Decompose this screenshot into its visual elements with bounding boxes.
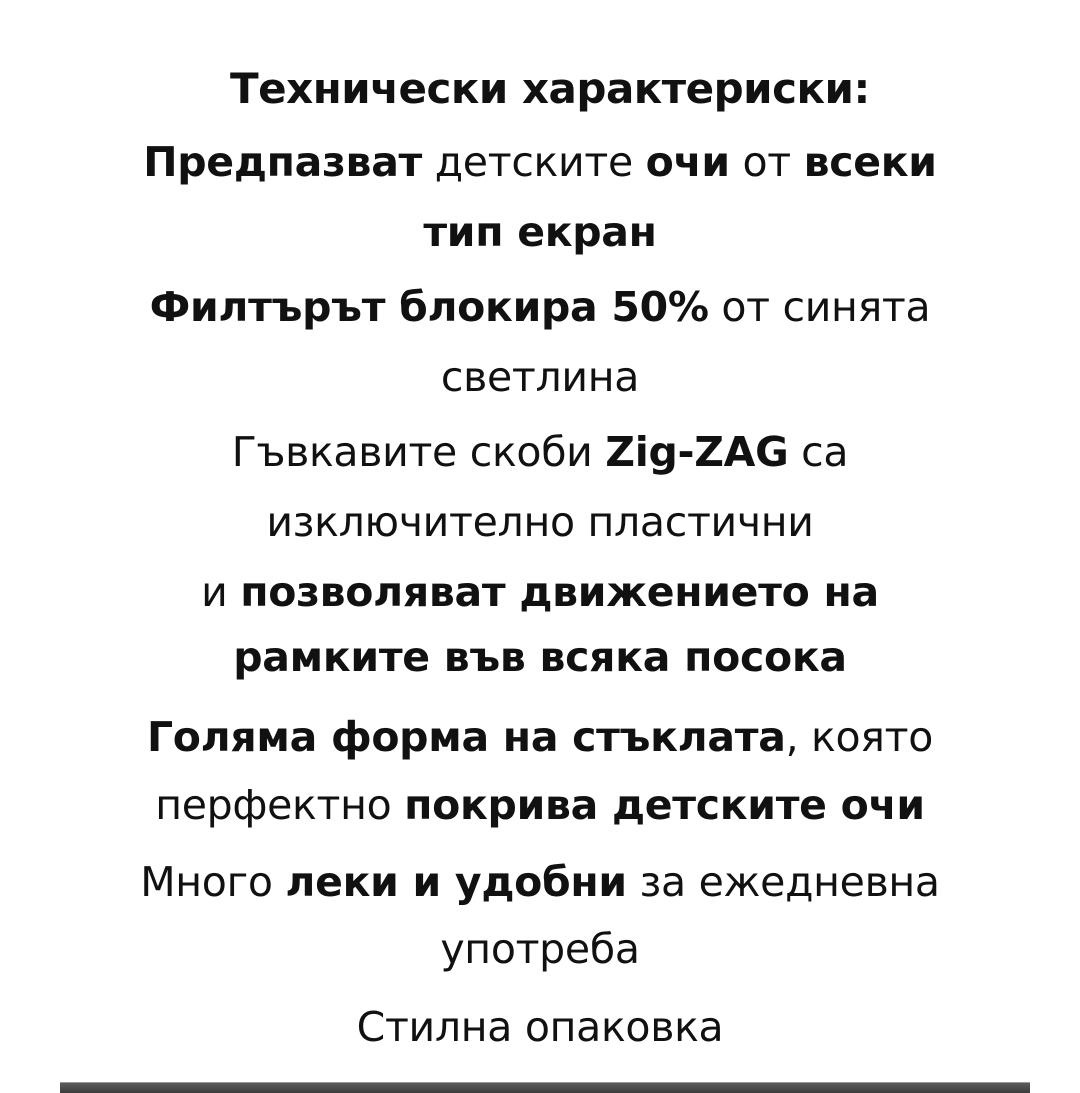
feature-text-bold: очи bbox=[645, 138, 730, 186]
feature-text: за ежедневна bbox=[626, 858, 940, 906]
feature-text: Стилна опаковка bbox=[356, 1003, 724, 1051]
feature-3-line-3 bbox=[0, 565, 1080, 619]
feature-text: светлина bbox=[440, 353, 640, 401]
feature-text: са bbox=[788, 428, 849, 476]
feature-3-line-4 bbox=[0, 630, 1080, 684]
feature-5-line-1 bbox=[0, 855, 1080, 909]
feature-text: Гъвкавите скоби bbox=[231, 428, 606, 476]
feature-3-line-1 bbox=[0, 425, 1080, 479]
feature-text-bold: Предпазват bbox=[143, 138, 423, 186]
feature-4-line-1 bbox=[0, 710, 1080, 764]
feature-text: употреба bbox=[440, 925, 640, 973]
feature-text-bold: Zig-ZAG bbox=[605, 428, 789, 476]
feature-text: от bbox=[729, 138, 804, 186]
feature-text: от синята bbox=[708, 283, 931, 331]
feature-text: перфектно bbox=[155, 781, 405, 829]
feature-3-line-2 bbox=[0, 495, 1080, 549]
feature-text-bold: леки и удобни bbox=[285, 858, 627, 906]
feature-text: , която bbox=[785, 713, 934, 761]
feature-text-bold: Голяма форма на стъклата bbox=[146, 713, 786, 761]
feature-text-bold: Филтърът блокира 50% bbox=[149, 283, 709, 331]
feature-4-line-2 bbox=[0, 778, 1080, 832]
feature-6-line-1 bbox=[0, 1000, 1080, 1054]
feature-text: детските bbox=[422, 138, 646, 186]
feature-2-line-1 bbox=[0, 280, 1080, 334]
specs-heading: Технически характериски: bbox=[230, 64, 870, 113]
feature-text: изключително пластични bbox=[266, 498, 814, 546]
feature-2-line-2 bbox=[0, 350, 1080, 404]
feature-1-line-1 bbox=[0, 135, 1080, 189]
feature-text-bold: позволяват движението на bbox=[240, 568, 879, 616]
feature-text-bold: всеки bbox=[803, 138, 937, 186]
feature-text: Много bbox=[140, 858, 286, 906]
feature-text-bold: покрива детските очи bbox=[404, 781, 925, 829]
feature-1-line-2 bbox=[0, 205, 1080, 259]
feature-text: и bbox=[201, 568, 241, 616]
feature-text-bold: рамките във всяка посока bbox=[233, 633, 847, 681]
feature-5-line-2 bbox=[0, 922, 1080, 976]
feature-text-bold: тип екран bbox=[423, 208, 657, 256]
bottom-divider bbox=[60, 1082, 1030, 1093]
